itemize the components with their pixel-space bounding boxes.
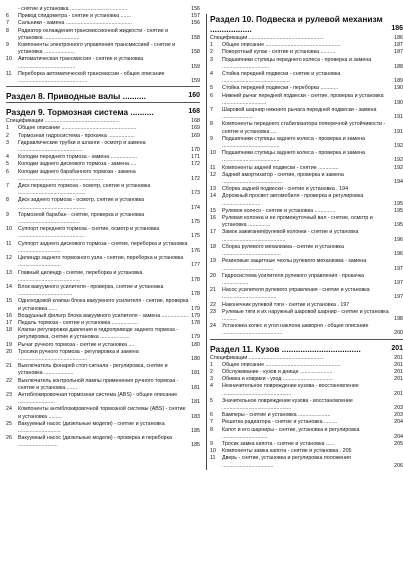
entry-number: 1	[210, 361, 213, 368]
entry-number: 2	[6, 132, 9, 139]
entry-title: Колодки заднего дискового тормоза - замена ....	[18, 161, 137, 168]
toc-entry	[210, 93, 403, 107]
entry-number: 16	[210, 215, 216, 222]
toc-entry	[6, 255, 200, 269]
toc-entry	[210, 323, 403, 337]
entry-number: 24	[6, 406, 12, 413]
toc-entry	[210, 441, 403, 448]
toc-entry	[6, 20, 200, 27]
entry-title: Дверь - снятие, установка и регулировка положения ...................................	[222, 455, 351, 469]
entry-title: Выключатель контрольной лампы применения ручного тормоза - снятие и установка .......	[18, 377, 179, 391]
entry-page: 205	[394, 440, 403, 447]
entry-number: 13	[210, 186, 216, 193]
entry-title: Главный цилиндр - снятие, переборка и установка ..........................................	[18, 269, 143, 283]
toc-entry	[6, 140, 200, 154]
entry-page: 176	[191, 247, 200, 254]
entry-number: 14	[6, 283, 12, 290]
entry-number: 26	[6, 435, 12, 442]
entry-number: 1	[210, 42, 213, 49]
toc-entry	[6, 363, 200, 377]
entry-title: Компоненты переднего стабилизатора поперечной устойчивости - снятие и установка ....	[222, 121, 386, 135]
toc-entry	[210, 136, 403, 150]
toc-entry	[6, 56, 200, 70]
entry-title: Автоматическая трансмиссия - снятие и установка .......................................	[18, 56, 144, 70]
entry-number: 18	[210, 243, 216, 250]
toc-entry	[210, 244, 403, 258]
entry-number: 5	[6, 161, 9, 168]
toc-entry	[6, 226, 200, 240]
entry-number: 11	[210, 455, 216, 462]
entry-title: Диск переднего тормоза - осмотр, снятие и установка ..............................................	[18, 183, 151, 197]
entry-number: 23	[210, 308, 216, 315]
entry-page: 156	[191, 6, 200, 12]
entry-number: 3	[6, 139, 9, 146]
entry-title: Педаль тормоза - снятие и установка ..................	[18, 319, 139, 326]
entry-title: Блок вакуумного усилителя - проверка, снятие и установка .....................................	[18, 283, 164, 298]
entry-page: 196	[394, 236, 403, 243]
entry-number: 8	[6, 197, 9, 204]
entry-title: Рулевое колесо - снятие и установка ..............	[222, 207, 336, 214]
entry-page: 201	[394, 390, 403, 397]
entry-title: Вакуумный насос (дизельные модели) - проверка и переборка ...........................	[18, 435, 172, 449]
toc-entry	[210, 165, 403, 172]
entry-number: 6	[210, 92, 213, 99]
entry-title: Тормозной барабан - снятие, проверка и установка ..........................................	[18, 211, 145, 226]
entry-number: 11	[6, 70, 12, 77]
entry-title: Поворотный кулак - снятие и установка ..........	[222, 49, 336, 56]
entry-title: Нижний рычаг передней подвески - снятие, проверка и установка ..............................	[222, 92, 384, 106]
entry-page: 197	[394, 279, 403, 286]
entry-title: - снятие и установка .......................................	[18, 6, 128, 12]
entry-number: 15	[6, 298, 12, 305]
toc-entry	[210, 419, 403, 426]
specifications-row: Спецификации ................................................... 168	[6, 118, 200, 125]
specifications-row: Спецификации ................................................... 186	[210, 35, 403, 41]
toc-entry	[6, 13, 200, 20]
entry-title: Рулевая колонка и ее промежуточный вал - снятие, осмотр и установка ...............	[222, 215, 373, 229]
toc-entry	[210, 215, 403, 229]
entry-number: 17	[6, 319, 12, 326]
entry-page: 180	[191, 355, 200, 362]
entry-title: Суппорт переднего тормоза - снятие, осмотр и установка .............................................	[18, 226, 160, 240]
entry-page: 187	[394, 49, 403, 56]
entry-title: Сборка задней подвески - снятие и установка . 194	[222, 186, 349, 193]
entry-number: 3	[210, 56, 213, 63]
entry-title: Компоненты задней подвески - снятие ..............	[222, 164, 339, 171]
entry-page: 179	[191, 312, 200, 319]
right-column	[206, 14, 403, 470]
entry-number: 6	[6, 168, 9, 175]
entry-page: 179	[191, 334, 200, 341]
entry-page: 185	[191, 427, 200, 434]
toc-entry	[6, 349, 200, 363]
entry-page: 204	[394, 419, 403, 426]
toc-entry	[6, 125, 200, 132]
entry-page: 175	[191, 233, 200, 240]
entry-number: 24	[210, 323, 216, 330]
entry-number: 7	[6, 183, 9, 190]
entry-title: Радиатор охлаждения трансмиссионной жидкости - снятие и установка ........................	[18, 27, 169, 41]
toc-entry	[210, 287, 403, 301]
entry-title: Гидросистема усилителя рулевого управления - прокачка ..................	[222, 272, 365, 286]
entry-page: 192	[394, 143, 403, 150]
entry-title: Капот и его шарниры - снятие, установка и регулировка ...............................	[222, 426, 360, 440]
entry-page: 188	[394, 63, 403, 70]
section-9-entries	[6, 125, 200, 449]
entry-number: 13	[6, 269, 12, 276]
entry-number: 18	[6, 327, 12, 334]
entry-title: Подшипники ступицы заднего колеса - проверка и замена .......................................	[222, 135, 365, 150]
toc-entry	[210, 369, 403, 376]
toc-entry	[6, 212, 200, 226]
entry-number: 5	[210, 85, 213, 92]
section-9-heading: Раздел 9. Тормозная система .......... 168	[6, 107, 200, 118]
entry-page: 178	[191, 291, 200, 298]
entry-title: Незначительное повреждение кузова - восстановление ...............................................	[222, 383, 359, 397]
entry-title: Воздушный фильтр блока вакуумного усилителя - замена ..................	[18, 312, 189, 319]
entry-number: 22	[210, 301, 216, 308]
toc-entry	[6, 169, 200, 183]
entry-title: Решетка радиатора - снятие и установка .........	[222, 419, 338, 426]
toc-entry	[6, 270, 200, 284]
entry-number: 15	[210, 207, 216, 214]
specifications-row: Спецификации ................................................... 201	[210, 354, 403, 361]
toc-entry	[210, 229, 403, 243]
entry-title: Колодки заднего барабанного тормоза - замена ..........................................................	[18, 168, 136, 182]
entry-title: Бамперы - снятие и установка ......................	[222, 412, 331, 419]
entry-page: 190	[394, 85, 403, 92]
entry-page: 195	[394, 207, 403, 214]
entry-title: Выключатель фонарей стоп-сигнала - регулировка, снятие и установка ....................	[18, 363, 168, 377]
toc-entry	[210, 49, 403, 56]
toc-entry	[210, 71, 403, 85]
toc-entry	[210, 85, 403, 92]
entry-title: Стойка передней подвески - переборка ............	[222, 85, 339, 92]
entry-page: 178	[191, 319, 200, 326]
toc-entry	[6, 342, 200, 349]
entry-title: Общее описание ...................................................	[18, 125, 137, 132]
entry-number: 3	[210, 376, 213, 383]
toc-entry	[210, 150, 403, 164]
toc-entry	[6, 161, 200, 168]
toc-entry	[6, 6, 200, 13]
entry-number: 19	[210, 258, 216, 265]
entry-page: 192	[394, 157, 403, 164]
toc-entry	[6, 313, 200, 320]
section-11-heading: Раздел 11. Кузов .................................. 201	[210, 343, 403, 354]
entry-title: Переборка автоматической трансмиссии - общее описание ...............................................	[18, 70, 165, 85]
entry-number: 5	[210, 397, 213, 404]
entry-number: 9	[210, 135, 213, 142]
entry-page: 159	[191, 63, 200, 70]
entry-title: Колодки переднего тормоза - замена ..................	[18, 154, 138, 161]
entry-number: 10	[210, 150, 216, 157]
entry-page: 173	[191, 190, 200, 197]
toc-entry	[210, 258, 403, 272]
toc-entry	[210, 427, 403, 441]
entry-number: 4	[6, 154, 9, 161]
entry-page: 194	[394, 179, 403, 186]
entry-page: 181	[191, 399, 200, 406]
toc-entry	[210, 121, 403, 135]
toc-entry	[210, 208, 403, 215]
entry-number: 7	[210, 107, 213, 114]
toc-entry	[210, 383, 403, 397]
entry-page: 157	[191, 13, 200, 20]
entry-number: 16	[6, 312, 12, 319]
section-8-heading: Раздел 8. Приводные валы .......... 160	[6, 91, 200, 102]
toc-entry	[210, 172, 403, 186]
entry-title: Компоненты электронного управления трансмиссией - снятие и установка .....................	[18, 42, 176, 56]
entry-title: Обивка и коврики - уход ..................................	[222, 376, 333, 383]
entry-title: Насос усилителя рулевого управления - снятие и установка .....................................	[222, 287, 370, 301]
entry-title: Привод спидометра - снятие и установка .......	[18, 13, 131, 20]
entry-title: Диск заднего тормоза - осмотр, снятие и установка ..............................................	[18, 197, 145, 211]
entry-number: 10	[6, 56, 12, 63]
toc-entry	[6, 406, 200, 420]
entry-title: Шаровой шарнир нижнего рычага передней подвески - замена .....................	[222, 107, 377, 121]
toc-entry	[210, 302, 403, 309]
toc-entry	[6, 71, 200, 85]
entry-number: 10	[210, 448, 216, 455]
entry-number: 7	[6, 20, 9, 27]
entry-title: Задний амортизатор - снятие, проверка и замена .........................................	[222, 171, 344, 186]
entry-page: 189	[394, 78, 403, 85]
entry-number: 9	[6, 211, 9, 218]
toc-entry	[210, 107, 403, 121]
entry-title: Компоненты замка капота - снятие и установка . 205	[222, 448, 352, 455]
entry-number: 6	[6, 13, 9, 20]
entry-number: 2	[210, 49, 213, 56]
entry-page: 191	[394, 128, 403, 135]
entry-page: 177	[191, 262, 200, 269]
toc-entry	[6, 42, 200, 56]
section-10-heading: Раздел 10. Подвеска и рулевой механизм .................. 186	[210, 14, 403, 34]
entry-title: Установка колес и угол наклона шкворня - общее описание .........................................	[222, 323, 369, 337]
entry-title: Дорожный просвет автомобиля - проверка и регулировка ..........................	[222, 193, 364, 207]
entry-page: 203	[394, 412, 403, 419]
entry-title: Обслуживание - кузов и днище ......................	[222, 368, 333, 375]
toc-entry	[6, 154, 200, 161]
entry-title: Тормозная гидросистема - прокачка ..................	[18, 132, 135, 139]
entry-page: 179	[191, 305, 200, 312]
entry-title: Тросик замка капота - снятие и установка ......	[222, 440, 335, 447]
entry-number: 22	[6, 377, 12, 384]
toc-entry	[6, 327, 200, 341]
entry-page: 178	[191, 276, 200, 283]
entry-title: Общее описание ...................................................	[222, 361, 341, 368]
entry-page: 195	[394, 200, 403, 207]
toc-entry	[210, 193, 403, 207]
section-11-entries	[210, 362, 403, 470]
entry-number: 8	[6, 27, 9, 34]
entry-number: 25	[6, 420, 12, 427]
toc-entry	[210, 398, 403, 412]
entry-page: 195	[394, 222, 403, 229]
entry-page: 197	[394, 265, 403, 272]
entry-page: 206	[394, 462, 403, 469]
entry-page: 201	[394, 368, 403, 375]
toc-entry	[6, 183, 200, 197]
entry-title: Антиблокировочная тормозная система (ABS) - общее описание .........................	[18, 391, 178, 406]
divider	[6, 86, 200, 87]
entry-number: 6	[210, 412, 213, 419]
entry-number: 17	[210, 229, 216, 236]
entry-number: 1	[6, 125, 9, 132]
entry-page: 158	[191, 34, 200, 41]
toc-entry	[210, 57, 403, 71]
toc-entry	[210, 309, 403, 323]
entry-title: Сальники - замена .............................................	[18, 20, 133, 27]
entry-title: Наконечник рулевой тяги - снятие и установка . 197	[222, 301, 350, 308]
entry-title: Компоненты антиблокировочной тормозной системы (ABS) - снятие и установка .........	[18, 406, 186, 420]
entry-title: Одноходовой клапан блока вакуумного усилителя - снятие, проверка и установка ......	[18, 298, 189, 312]
toc-entry	[6, 133, 200, 140]
entry-number: 8	[210, 426, 213, 433]
entry-page: 180	[191, 341, 200, 348]
entry-number: 7	[210, 419, 213, 426]
entry-number: 21	[210, 287, 216, 294]
entry-number: 9	[210, 440, 213, 447]
entry-page: 170	[191, 147, 200, 154]
entry-title: Цилиндр заднего тормозного узла - снятие, переборка и установка .............................	[18, 255, 184, 269]
divider	[210, 339, 403, 340]
entry-title: Замок зажигания/рулевой колонки - снятие и установка ...........................................	[222, 229, 359, 243]
entry-title: Общее описание ...................................................	[222, 42, 341, 49]
section-10-entries	[210, 42, 403, 337]
entry-title: Суппорт заднего дискового тормоза - снятие, переборка и установка .............................	[18, 240, 188, 254]
entry-number: 23	[6, 391, 12, 398]
entry-page: 181	[191, 384, 200, 391]
toc-entry	[6, 320, 200, 327]
entry-page: 204	[394, 433, 403, 440]
entry-page: 171	[191, 154, 200, 161]
entry-number: 4	[210, 71, 213, 78]
entry-page: 169	[191, 132, 200, 139]
entry-page: 187	[394, 42, 403, 49]
entry-number: 11	[6, 240, 12, 247]
entry-number: 20	[6, 348, 12, 355]
entry-page: 172	[191, 161, 200, 168]
toc-entry	[6, 421, 200, 435]
entry-number: 2	[210, 368, 213, 375]
toc-entry	[6, 241, 200, 255]
entry-title: Гидравлические трубки и шланги - осмотр и замена ............................................	[18, 139, 146, 154]
entry-page: 172	[191, 175, 200, 182]
entry-number: 21	[6, 363, 12, 370]
entry-number: 12	[210, 171, 216, 178]
entry-title: Рулевые тяги и их наружный шаровой шарнир - снятие и установка ..........	[222, 308, 389, 322]
entry-page: 174	[191, 204, 200, 211]
entry-title: Вакуумный насос (дизельные модели) - снятие и установка .............................	[18, 420, 165, 434]
toc-entry	[210, 376, 403, 383]
entry-number: 14	[210, 193, 216, 200]
entry-title: Значительное повреждение кузова - восстановление ...............................................	[222, 397, 353, 411]
entry-number: 19	[6, 341, 12, 348]
entry-page: 200	[394, 330, 403, 337]
entry-page: 197	[394, 294, 403, 301]
entry-number: 11	[210, 164, 216, 171]
entry-page: 203	[394, 404, 403, 411]
entry-number: 9	[6, 42, 9, 49]
entry-number: 8	[210, 121, 213, 128]
entry-title: Подшипники ступицы заднего колеса - проверка и замена .......................................	[222, 150, 365, 164]
toc-entry	[210, 455, 403, 469]
entry-number: 4	[210, 383, 213, 390]
entry-title: Тросики ручного тормоза - регулировка и замена ...............................................	[18, 348, 139, 362]
entry-page: 201	[394, 376, 403, 383]
entry-title: Резиновые защитные чехлы рулевого механизма - замена ...................................	[222, 258, 367, 272]
toc-entry	[6, 378, 200, 392]
entry-page: 175	[191, 219, 200, 226]
entry-page: 185	[191, 442, 200, 449]
toc-entry	[6, 298, 200, 312]
entry-page: 201	[394, 361, 403, 368]
entry-page: 183	[191, 413, 200, 420]
top-entries	[6, 6, 200, 85]
entry-title: Сборка рулевого механизма - снятие и установка ........................................	[222, 243, 344, 258]
left-column	[6, 6, 200, 450]
entry-page: 169	[191, 125, 200, 132]
entry-title: Клапан регулировки давления в гидроприводе заднего тормоза - регулировка, снятие и установка ....................	[18, 327, 179, 341]
entry-page: 190	[394, 99, 403, 106]
entry-number: 20	[210, 272, 216, 279]
toc-entry	[210, 362, 403, 369]
toc-entry	[6, 435, 200, 449]
entry-title: Подшипники ступицы переднего колеса - проверка и замена ................................	[222, 56, 372, 70]
entry-title: Стойка передней подвески - снятие и установка ..............................................	[222, 71, 341, 85]
divider	[6, 102, 200, 103]
toc-entry	[210, 412, 403, 419]
toc-entry	[6, 28, 200, 42]
toc-entry	[6, 284, 200, 298]
entry-title: Рычаг ручного тормоза - снятие и установка ....	[18, 341, 135, 348]
toc-entry	[6, 197, 200, 211]
entry-page: 196	[394, 251, 403, 258]
toc-entry	[210, 273, 403, 287]
entry-page: 181	[191, 370, 200, 377]
entry-page: 191	[394, 114, 403, 121]
toc-entry	[6, 392, 200, 406]
entry-page: 159	[191, 78, 200, 85]
entry-page: 198	[394, 315, 403, 322]
entry-page: 158	[191, 49, 200, 56]
entry-number: 12	[6, 255, 12, 262]
toc-entry	[210, 448, 403, 455]
entry-page: 192	[394, 164, 403, 171]
entry-page: 156	[191, 20, 200, 27]
entry-number: 10	[6, 226, 12, 233]
